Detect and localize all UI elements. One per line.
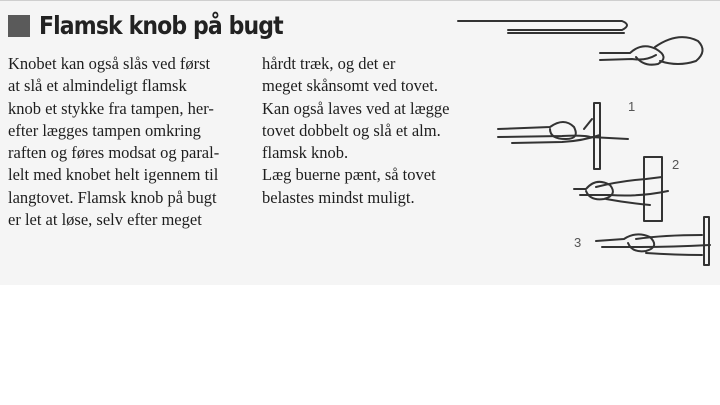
- text-line: hårdt træk, og det er: [262, 54, 396, 73]
- knot-step-3-icon: [596, 217, 710, 265]
- text-line: at slå et almindeligt flamsk: [8, 76, 187, 96]
- text-line: raften og føres modsat og paral-: [8, 143, 220, 163]
- heading: [8, 11, 316, 40]
- text-line: er let at løse, selv efter meget: [8, 210, 202, 230]
- square-bullet-icon: [8, 15, 30, 37]
- knot-on-bight-icon: [600, 37, 703, 65]
- rope-bight-icon: [458, 21, 627, 33]
- page-title: Flamsk knob på bugt: [39, 11, 283, 40]
- text-line: Kan også laves ved at lægge: [262, 98, 450, 118]
- text-line: meget skånsomt ved tovet.: [262, 76, 438, 96]
- knot-step-2-icon: [574, 157, 668, 221]
- figure-label-3: 3: [574, 235, 582, 250]
- knot-illustration: [450, 9, 716, 271]
- text-line: Knobet kan også slås ved først: [8, 54, 211, 73]
- text-line: flamsk knob.: [262, 143, 349, 163]
- text-line: lelt med knobet helt igennem til: [8, 165, 219, 185]
- text-line: knob et stykke fra tampen, her-: [8, 98, 214, 118]
- figure-label-2: 2: [672, 157, 680, 172]
- text-line: Læg buerne pænt, så tovet: [262, 165, 436, 185]
- text-line: tovet dobbelt og slå et alm.: [262, 120, 441, 140]
- figure-label-1: 1: [628, 99, 636, 114]
- text-column-right: [262, 53, 477, 209]
- knot-step-1-icon: [498, 103, 628, 169]
- text-line: langtovet. Flamsk knob på bugt: [8, 187, 217, 207]
- text-column-left: [8, 53, 248, 231]
- text-line: efter lægges tampen omkring: [8, 120, 201, 140]
- text-line: belastes mindst muligt.: [262, 187, 415, 207]
